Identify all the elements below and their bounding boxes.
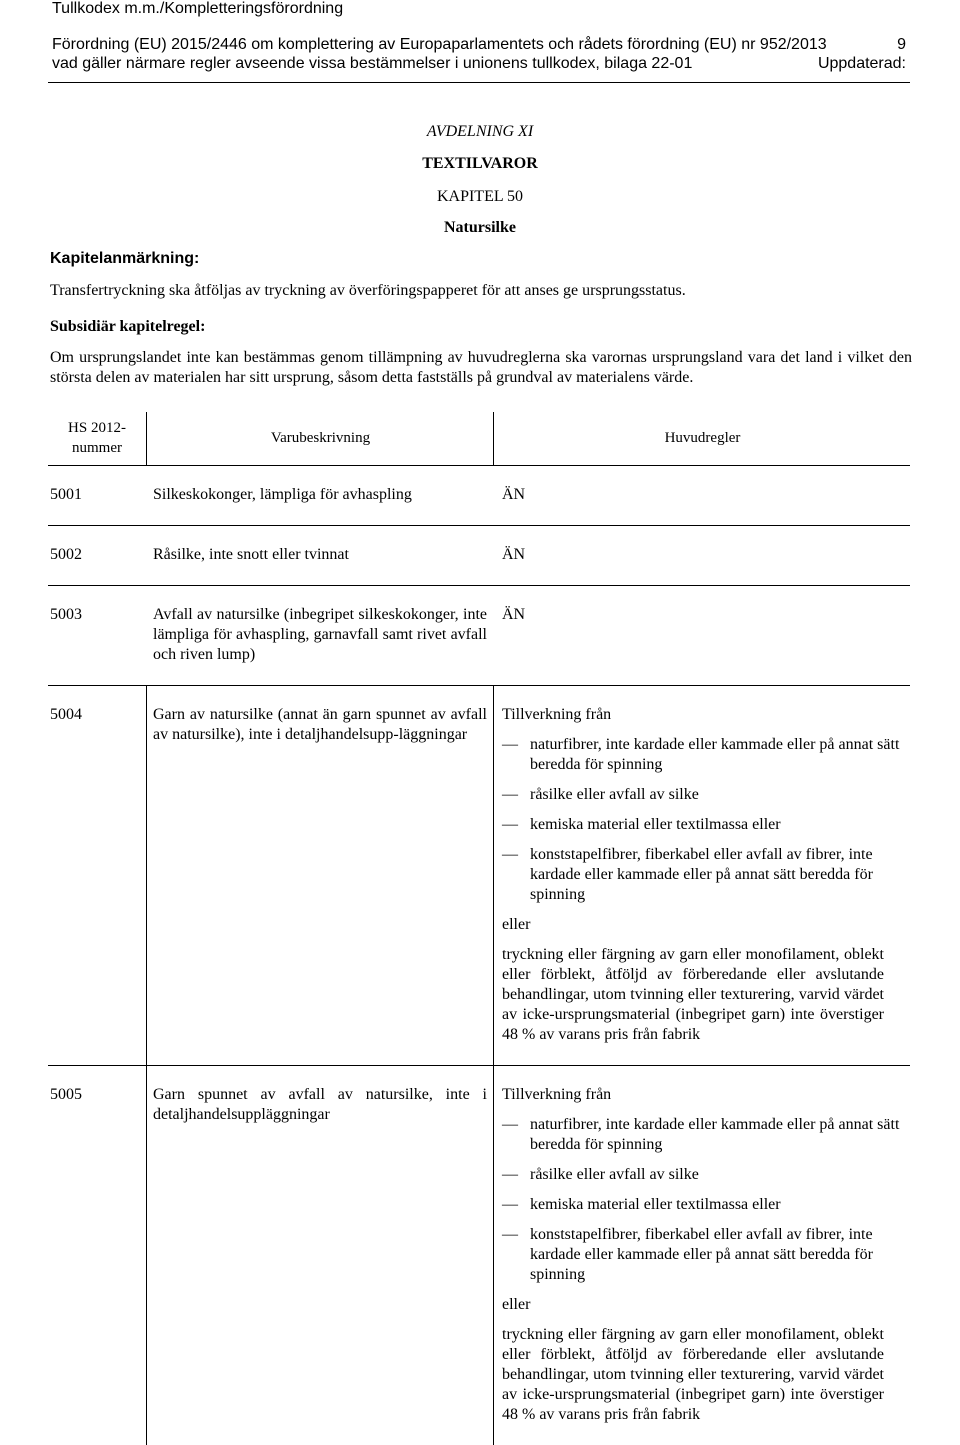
rule-item-text: kemiska material eller textilmassa eller — [530, 1196, 781, 1213]
document-title-line-1: Förordning (EU) 2015/2446 om komplettering av Europaparlamentets och rådets förordning (EU) nr 952/2013 — [52, 36, 827, 53]
column-divider — [493, 1065, 494, 1445]
row-rule — [48, 1065, 910, 1066]
breadcrumb: Tullkodex m.m./Kompletteringsförordning — [52, 0, 344, 17]
rule-alternative: tryckning eller färgning av garn eller monofilament, oblekt eller förblekt, åtföljd av förberedande eller avslutande behandlingar, utom tvinning eller texturering, varvid värdet av icke-ursprungsmaterial (inbegripet garn) inte överstiger 48 % av varans pris från fabrik — [502, 946, 884, 1043]
subsidiary-rule-text: Om ursprungslandet inte kan bestämmas genom tillämpning av huvudreglerna ska varornas ursprungsland vara det land i vilket den största delen av materialen har sitt ursprung, såsom detta fastställs på grundval av materialens värde. — [50, 349, 912, 386]
dash-bullet: — — [502, 786, 518, 803]
header-divider-2 — [493, 412, 494, 465]
rule-item-text: råsilke eller avfall av silke — [530, 786, 699, 803]
rule-item-text: konststapelfibrer, fiberkabel eller avfall av fibrer, inte kardade eller kammade eller på annat sätt beredda för spinning — [530, 1226, 873, 1283]
table-row-rule: ÄN — [502, 606, 526, 623]
chapter-heading: KAPITEL 50 — [436, 188, 524, 205]
table-row-code: 5001 — [50, 486, 82, 503]
rule-item-text: naturfibrer, inte kardade eller kammade eller på annat sätt beredda för spinning — [530, 1116, 900, 1153]
rule-or: eller — [502, 916, 531, 933]
rule-intro: Tillverkning från — [502, 1086, 612, 1103]
rule-intro: Tillverkning från — [502, 706, 612, 723]
row-rule — [48, 685, 910, 686]
rule-or: eller — [502, 1296, 531, 1313]
row-rule — [48, 585, 910, 586]
column-divider — [146, 1065, 147, 1445]
table-row-code: 5005 — [50, 1086, 82, 1103]
row-rule — [48, 525, 910, 526]
section-title: TEXTILVAROR — [422, 155, 538, 172]
column-header-hs — [48, 418, 146, 458]
dash-bullet: — — [502, 1196, 518, 1213]
division-heading: AVDELNING XI — [426, 123, 534, 140]
column-header-hs-line2: nummer — [72, 440, 122, 456]
table-row-code: 5003 — [50, 606, 82, 623]
rule-item-text: kemiska material eller textilmassa eller — [530, 816, 781, 833]
column-header-rule: Huvudregler — [664, 430, 741, 446]
table-row-description: Garn spunnet av avfall av natursilke, inte i detaljhandelsuppläggningar — [153, 1086, 487, 1123]
document-title-line-2: vad gäller närmare regler avseende vissa bestämmelser i unionens tullkodex, bilaga 22-01 — [52, 55, 693, 72]
table-row-description: Avfall av natursilke (inbegripet silkeskokonger, inte lämpliga för avhaspling, garnavfall samt rivet avfall och riven lump) — [153, 606, 487, 663]
header-divider-1 — [146, 412, 147, 465]
table-row-code: 5004 — [50, 706, 82, 723]
page-number: 9 — [897, 36, 906, 53]
chapter-note-label: Kapitelanmärkning: — [50, 250, 200, 267]
dash-bullet: — — [502, 1226, 518, 1243]
dash-bullet: — — [502, 736, 518, 753]
rule-item-text: råsilke eller avfall av silke — [530, 1166, 699, 1183]
table-row-description: Garn av natursilke (annat än garn spunnet av avfall av natursilke), inte i detaljhandelsupp-läggningar — [153, 706, 487, 743]
table-row-description: Råsilke, inte snott eller tvinnat — [153, 546, 349, 563]
column-divider — [493, 685, 494, 1065]
chapter-note-text: Transfertryckning ska åtföljas av tryckning av överföringspapperet för att anses ge ursprungsstatus. — [50, 282, 686, 299]
table-row-rule: ÄN — [502, 486, 526, 503]
rule-item-text: naturfibrer, inte kardade eller kammade eller på annat sätt beredda för spinning — [530, 736, 900, 773]
header-bottom-rule — [48, 465, 910, 466]
table-row-rule: ÄN — [502, 546, 526, 563]
subsidiary-rule-label: Subsidiär kapitelregel: — [50, 318, 206, 335]
dash-bullet: — — [502, 1166, 518, 1183]
table-row-description: Silkeskokonger, lämpliga för avhaspling — [153, 486, 412, 503]
column-header-hs-line1: HS 2012- — [68, 420, 126, 436]
table-row-code: 5002 — [50, 546, 82, 563]
header-divider — [48, 82, 910, 83]
column-header-description: Varubeskrivning — [270, 430, 371, 446]
dash-bullet: — — [502, 846, 518, 863]
dash-bullet: — — [502, 1116, 518, 1133]
updated-label: Uppdaterad: — [817, 55, 906, 72]
column-divider — [146, 685, 147, 1065]
dash-bullet: — — [502, 816, 518, 833]
chapter-title: Natursilke — [444, 219, 516, 236]
rule-item-text: konststapelfibrer, fiberkabel eller avfall av fibrer, inte kardade eller kammade eller på annat sätt beredda för spinning — [530, 846, 873, 903]
rule-alternative: tryckning eller färgning av garn eller monofilament, oblekt eller förblekt, åtföljd av förberedande eller avslutande behandlingar, utom tvinning eller texturering, varvid värdet av icke-ursprungsmaterial (inbegripet garn) inte överstiger 48 % av varans pris från fabrik — [502, 1326, 884, 1423]
